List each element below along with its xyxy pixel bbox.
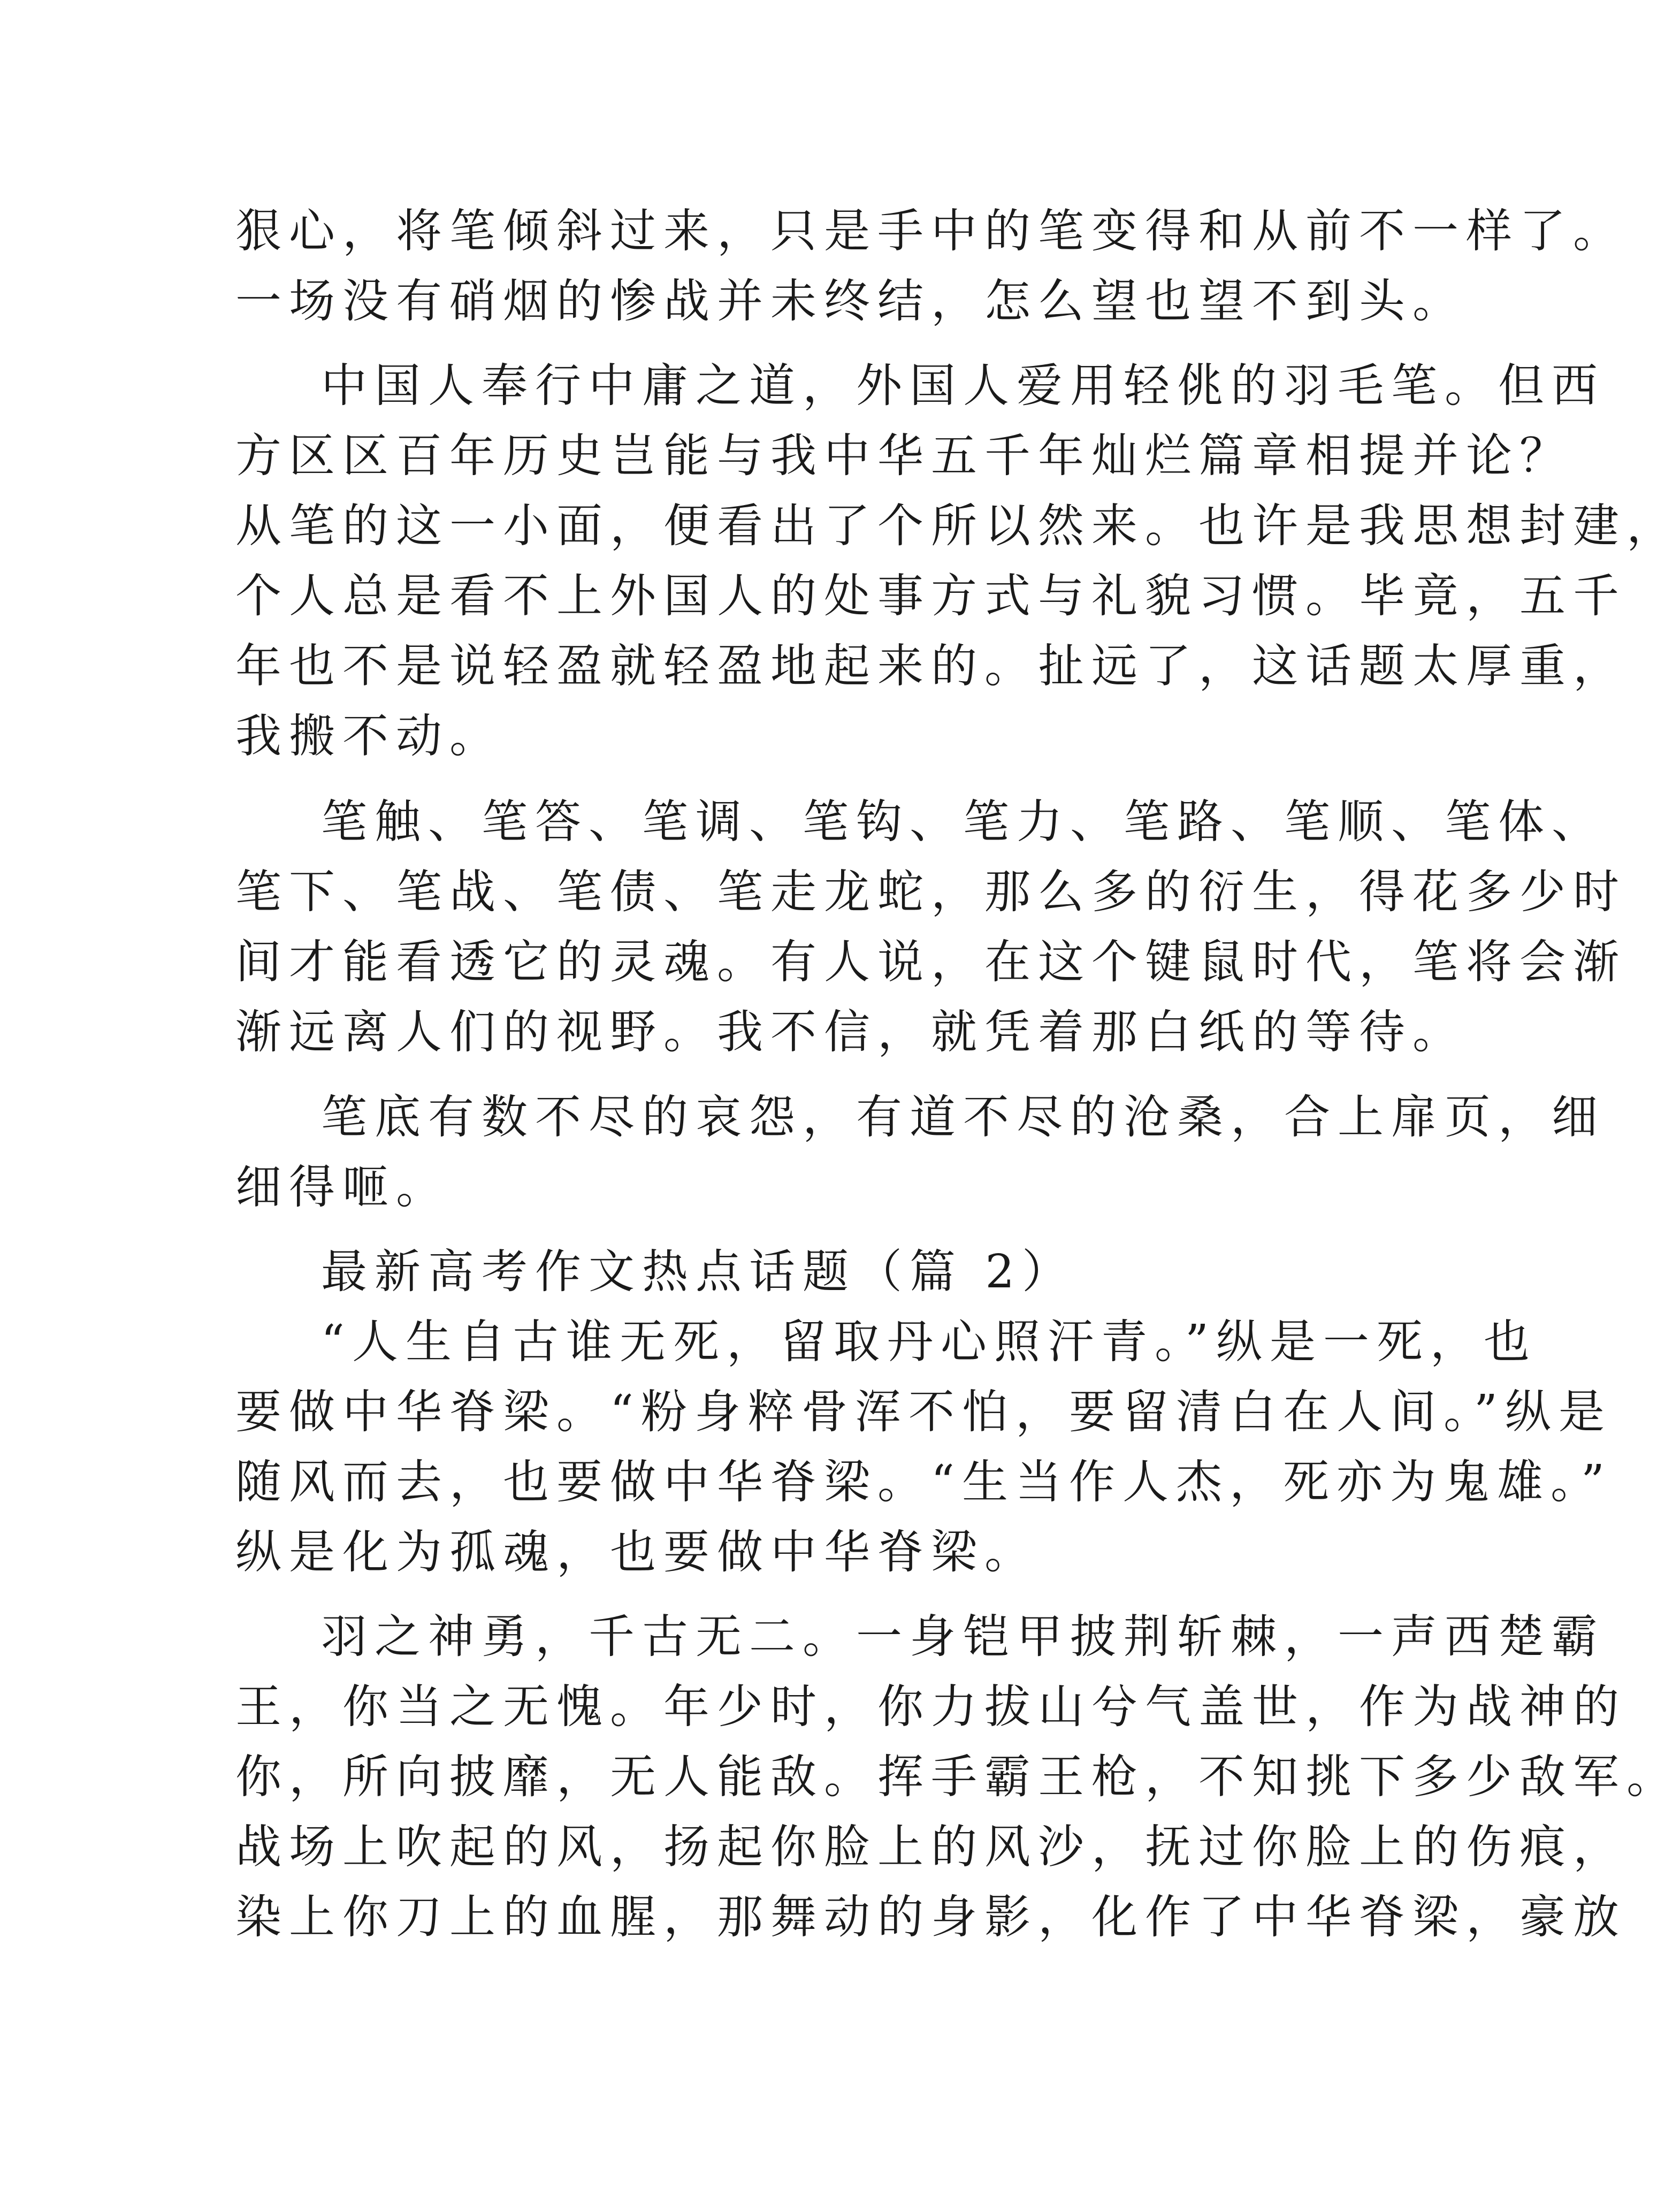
text-line: 染上你刀上的血腥，那舞动的身影，化作了中华脊梁，豪放 [235, 1890, 1626, 1944]
text-line: 方区区百年历史岂能与我中华五千年灿烂篇章相提并论？ [235, 429, 1573, 483]
text-line: 我搬不动。 [235, 709, 503, 763]
text-line: 王，你当之无愧。年少时，你力拔山兮气盖世，作为战神的 [235, 1680, 1626, 1734]
text-line: 笔触、笔答、笔调、笔钩、笔力、笔路、笔顺、笔体、 [321, 795, 1605, 849]
text-line: 纵是化为孤魂，也要做中华脊梁。 [235, 1525, 1038, 1579]
text-line: “人生自古谁无死，留取丹心照汗青。”纵是一死，也 [321, 1315, 1537, 1369]
text-line: 一场没有硝烟的惨战并未终结，怎么望也望不到头。 [235, 274, 1466, 328]
text-line: 要做中华脊梁。“粉身粹骨浑不怕，要留清白在人间。”纵是 [235, 1385, 1612, 1439]
text-line: 战场上吹起的风，扬起你脸上的风沙，抚过你脸上的伤痕， [235, 1820, 1626, 1874]
text-line: 从笔的这一小面，便看出了个所以然来。也许是我思想封建， [235, 499, 1680, 553]
text-line: 狠心，将笔倾斜过来，只是手中的笔变得和从前不一样了。 [235, 204, 1626, 258]
text-line: 中国人奉行中庸之道，外国人爱用轻佻的羽毛笔。但西 [321, 359, 1605, 413]
section-heading: 最新高考作文热点话题（篇 2） [321, 1245, 1076, 1299]
text-line: 细得咂。 [235, 1161, 449, 1214]
text-line: 笔底有数不尽的哀怨，有道不尽的沧桑，合上扉页，细 [321, 1090, 1605, 1144]
text-line: 年也不是说轻盈就轻盈地起来的。扯远了，这话题太厚重， [235, 639, 1626, 693]
text-line: 随风而去，也要做中华脊梁。“生当作人杰，死亦为鬼雄。” [235, 1455, 1612, 1509]
text-line: 笔下、笔战、笔债、笔走龙蛇，那么多的衍生，得花多少时 [235, 865, 1626, 919]
text-line: 间才能看透它的灵魂。有人说，在这个键鼠时代，笔将会渐 [235, 935, 1626, 989]
text-line: 个人总是看不上外国人的处事方式与礼貌习惯。毕竟，五千 [235, 569, 1626, 623]
text-line: 羽之神勇，千古无二。一身铠甲披荆斩棘，一声西楚霸 [321, 1610, 1605, 1664]
text-line: 渐远离人们的视野。我不信，就凭着那白纸的等待。 [235, 1005, 1466, 1059]
text-line: 你，所向披靡，无人能敌。挥手霸王枪，不知挑下多少敌军。 [235, 1750, 1680, 1804]
